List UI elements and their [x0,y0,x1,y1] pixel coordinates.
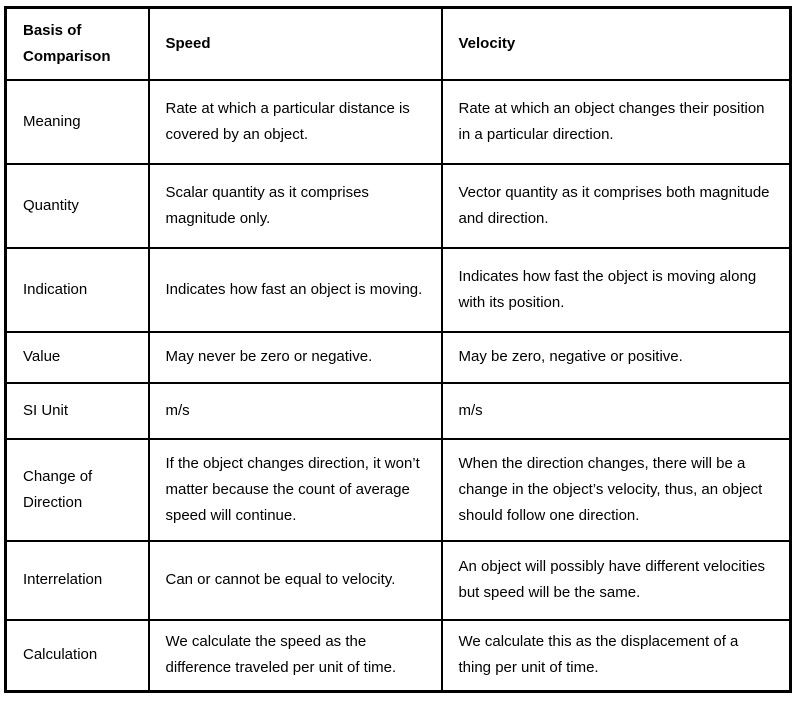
table-row-change-of-direction [6,439,791,541]
velocity-cell: We calculate this as the displacement of a thing per unit of time. [442,620,791,692]
speed-cell: Rate at which a particular distance is covered by an object. [149,80,442,164]
basis-cell: Indication [6,248,149,332]
basis-cell: Value [6,332,149,383]
table-row-calculation [6,620,791,692]
velocity-cell: An object will possibly have different velocities but speed will be the same. [442,541,791,620]
velocity-cell: m/s [442,383,791,439]
speed-cell: Scalar quantity as it comprises magnitude only. [149,164,442,248]
speed-cell: We calculate the speed as the difference traveled per unit of time. [149,620,442,692]
velocity-cell: Rate at which an object changes their position in a particular direction. [442,80,791,164]
table-row-si-unit [6,383,791,439]
speed-cell: Can or cannot be equal to velocity. [149,541,442,620]
speed-cell: Indicates how fast an object is moving. [149,248,442,332]
table-row-interrelation [6,541,791,620]
velocity-cell: Indicates how fast the object is moving along with its position. [442,248,791,332]
velocity-cell: May be zero, negative or positive. [442,332,791,383]
basis-cell: SI Unit [6,383,149,439]
basis-cell: Meaning [6,80,149,164]
header-basis-of-comparison: Basis of Comparison [6,8,149,80]
speed-velocity-comparison-table [4,6,792,693]
table-header-row [6,8,791,80]
basis-cell: Interrelation [6,541,149,620]
header-velocity: Velocity [442,8,791,80]
table-row-indication [6,248,791,332]
speed-cell: May never be zero or negative. [149,332,442,383]
basis-cell: Change of Direction [6,439,149,541]
basis-cell: Calculation [6,620,149,692]
header-speed: Speed [149,8,442,80]
speed-cell: If the object changes direction, it won’t matter because the count of average speed will continue. [149,439,442,541]
basis-cell: Quantity [6,164,149,248]
velocity-cell: When the direction changes, there will be a change in the object’s velocity, thus, an object should follow one direction. [442,439,791,541]
table-row-value [6,332,791,383]
velocity-cell: Vector quantity as it comprises both magnitude and direction. [442,164,791,248]
table-row-quantity [6,164,791,248]
table-row-meaning [6,80,791,164]
speed-cell: m/s [149,383,442,439]
